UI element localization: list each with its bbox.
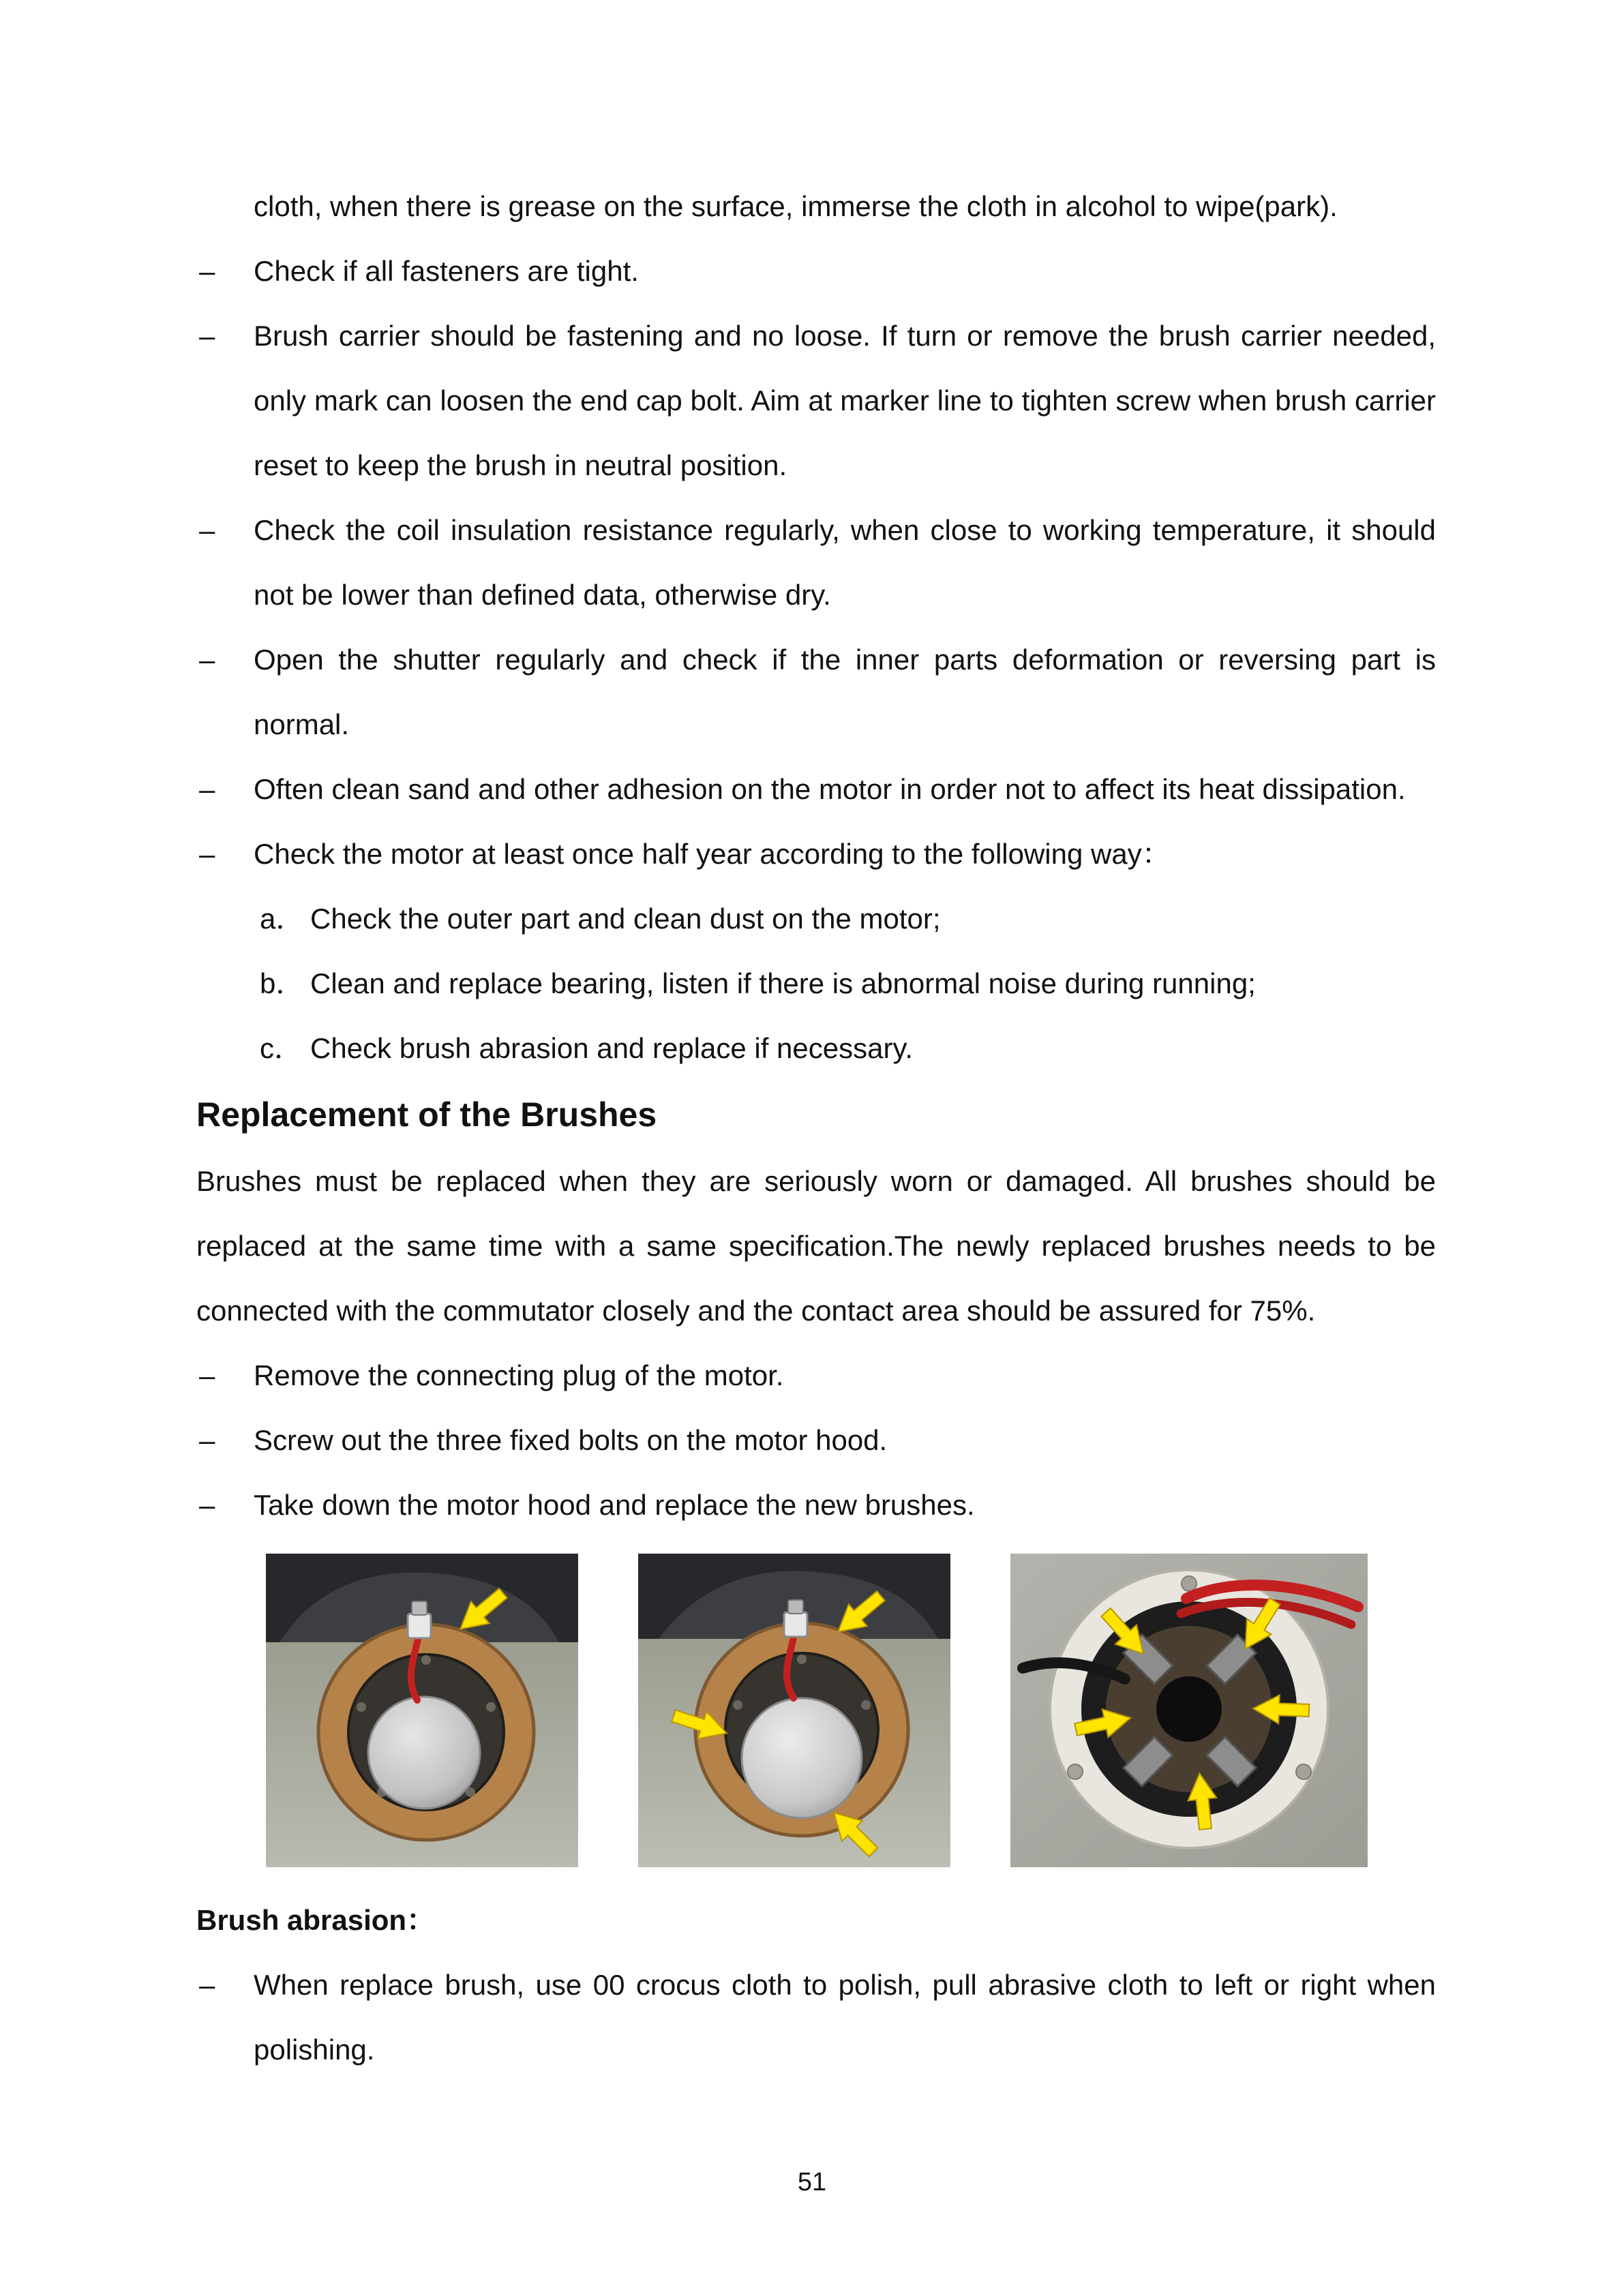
list-item — [196, 498, 1436, 627]
check-step-b — [196, 951, 1436, 1016]
step-text: Clean and replace bearing, listen if there is abnormal noise during running; — [310, 967, 1256, 999]
step-label: b． — [260, 967, 305, 999]
step-label: c． — [260, 1032, 303, 1064]
check-step-a — [196, 886, 1436, 951]
list-item-text: When replace brush, use 00 crocus cloth to polish, pull abrasive cloth to left or right when polishing. — [254, 1969, 1436, 2066]
rim-bolt — [861, 1700, 871, 1710]
bullet-marker: – — [199, 838, 215, 870]
housing-bolt-hole — [1296, 1764, 1311, 1779]
housing-bolt-hole — [1182, 1576, 1197, 1591]
motor-brush-holder-top-view-photo — [1010, 1554, 1368, 1867]
list-item-text: Screw out the three fixed bolts on the motor hood. — [254, 1424, 888, 1456]
brush-connector-top — [412, 1601, 427, 1615]
list-item-text: Check the coil insulation resistance regularly, when close to working temperature, it should not be lower than defined data, otherwise dry. — [254, 514, 1436, 611]
page-content — [196, 174, 1436, 2082]
motor-brush-connector-side-view-photo — [266, 1554, 578, 1867]
brush-connector-top — [788, 1600, 803, 1614]
list-item-text: Open the shutter regularly and check if the inner parts deformation or reversing part is normal. — [254, 644, 1436, 740]
section-paragraph: Brushes must be replaced when they are seriously worn or damaged. All brushes should be replaced at the same time with a same specification.The newly replaced brushes needs to be connected with the commutator closely and the contact area should be assured for 75%. — [196, 1165, 1436, 1327]
rim-bolt — [797, 1655, 807, 1664]
bullet-marker: – — [199, 1359, 215, 1391]
figure-row — [266, 1554, 1436, 1867]
bullet-marker: – — [199, 773, 215, 805]
section-heading: Replacement of the Brushes — [196, 1096, 657, 1134]
list-item-text: Check the motor at least once half year according to the following way： — [254, 838, 1171, 870]
step-text: Check brush abrasion and replace if necessary. — [310, 1032, 914, 1064]
list-item-text: Often clean sand and other adhesion on the motor in order not to affect its heat dissipation. — [254, 773, 1406, 805]
page-number: 51 — [797, 2168, 827, 2196]
list-item-text: Remove the connecting plug of the motor. — [254, 1359, 784, 1391]
brush-abrasion-heading: Brush abrasion： — [196, 1904, 436, 1936]
bullet-marker: – — [199, 1969, 215, 2001]
list-item — [196, 1343, 1436, 1408]
continued-paragraph-line: cloth, when there is grease on the surface, immerse the cloth in alcohol to wipe(park). — [254, 190, 1338, 222]
bullet-marker: – — [199, 255, 215, 287]
step-text: Check the outer part and clean dust on the motor; — [310, 903, 941, 935]
commutator-bore — [1156, 1676, 1222, 1742]
housing-bolt-hole — [1068, 1764, 1083, 1779]
step-label: a． — [260, 903, 305, 935]
list-item — [196, 1408, 1436, 1472]
list-item — [196, 627, 1436, 757]
rim-bolt — [733, 1700, 742, 1710]
list-item — [196, 303, 1436, 498]
motor-hood-dome — [368, 1697, 480, 1809]
list-item — [196, 239, 1436, 303]
bullet-marker: – — [199, 1424, 215, 1456]
brush-connector — [784, 1612, 807, 1637]
list-item-text: Take down the motor hood and replace the new brushes. — [254, 1489, 975, 1521]
bullet-marker: – — [199, 644, 215, 676]
list-item — [196, 757, 1436, 821]
list-item-text: Brush carrier should be fastening and no loose. If turn or remove the brush carrier needed, only mark can loosen the end cap bolt. Aim at marker line to tighten screw when brush carrier reset to keep the brush in neutral position. — [254, 320, 1436, 481]
list-item-text: Check if all fasteners are tight. — [254, 255, 639, 287]
motor-hood-dome — [742, 1698, 862, 1818]
bullet-marker: – — [199, 320, 215, 352]
bullet-marker: – — [199, 1489, 215, 1521]
bullet-marker: – — [199, 514, 215, 546]
rim-bolt — [357, 1702, 366, 1712]
rim-bolt — [486, 1702, 496, 1712]
motor-hood-removal-side-view-photo — [638, 1554, 950, 1867]
list-item — [196, 1952, 1436, 2082]
check-step-c — [196, 1016, 1436, 1081]
list-item — [196, 1472, 1436, 1537]
rim-bolt — [421, 1655, 431, 1665]
list-item — [196, 821, 1436, 886]
brush-connector — [408, 1614, 431, 1638]
